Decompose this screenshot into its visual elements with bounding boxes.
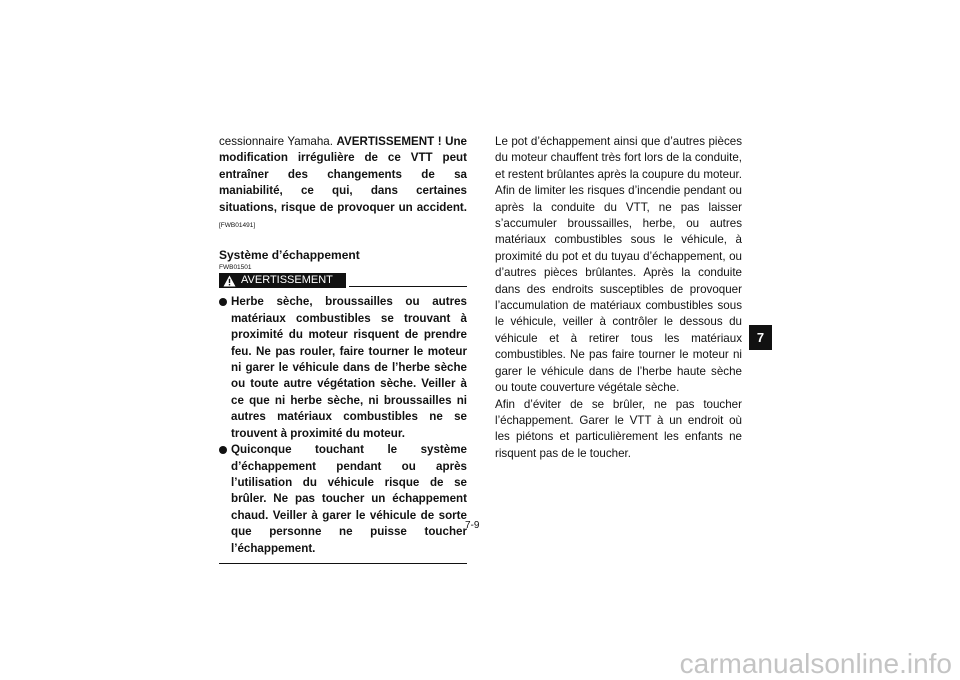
warning-list bbox=[219, 294, 467, 557]
bullet-dot-icon bbox=[219, 298, 227, 306]
left-column bbox=[219, 134, 467, 564]
intro-reference-code: [FWB01491] bbox=[219, 222, 256, 230]
body-paragraph: Afin d’éviter de se brûler, ne pas toucher l’échappement. Garer le VTT à un endroit où les piétons et particulièrement les enfants ne risquent pas de le toucher. bbox=[495, 397, 742, 460]
bullet-dot-icon bbox=[219, 446, 227, 454]
warning-bottom-rule bbox=[219, 563, 467, 564]
section-title: Système d’échappement bbox=[219, 248, 360, 263]
warning-label: AVERTISSEMENT bbox=[241, 274, 333, 287]
body-paragraph: Le pot d’échappement ainsi que d’autres pièces du moteur chauffent très fort lors de la conduite, et restent brûlantes après la coupure du moteur. Afin de limiter les risques d’incendie pendant ou après la conduite du VTT, ne pas laisser s’accumuler broussailles, herbe, ou autres matériaux combustibles sous le véhicule, à proximité du pot et du tuyau d’échappement, ou d’autres pièces brûlantes. Après la conduite dans des endroits susceptibles de provoquer l’accumulation de matériaux combustibles sous le véhicule, veiller à contrôler le dessous du véhicule et à retirer tous les matériaux combustibles. Ne pas faire tourner le moteur ni garer le véhicule dans de l’herbe haute sèche ou toute couverture végétale sèche. bbox=[495, 135, 742, 395]
list-item bbox=[219, 442, 467, 557]
watermark: carmanualsonline.info bbox=[679, 648, 952, 679]
list-item bbox=[219, 294, 467, 442]
warning-header bbox=[219, 273, 467, 288]
warning-top-rule bbox=[349, 286, 467, 287]
chapter-tab: 7 bbox=[749, 325, 772, 350]
page-number: 7-9 bbox=[465, 520, 480, 531]
right-column bbox=[495, 134, 742, 462]
warning-reference-code: FWB01501 bbox=[219, 264, 252, 272]
intro-plain-text: cessionnaire Yamaha. bbox=[219, 135, 337, 148]
intro-warning-text: AVERTISSEMENT ! Une modification irrégulière de ce VTT peut entraîner des changements de sa maniabilité, ce qui, dans certaines situations, risque de provoquer un accident. bbox=[219, 135, 467, 214]
list-item-text: Quiconque touchant le système d’échappement pendant ou après l’utilisation du véhicule risque de se brûler. Ne pas toucher un échappement chaud. Veiller à garer le véhicule de sorte que personne ne puisse toucher l’échappement. bbox=[231, 443, 467, 555]
warning-badge bbox=[219, 273, 346, 288]
intro-paragraph bbox=[219, 134, 467, 234]
warning-triangle-icon bbox=[223, 275, 236, 287]
list-item-text: Herbe sèche, broussailles ou autres matériaux combustibles se trouvant à proximité du moteur risquent de prendre feu. Ne pas rouler, faire tourner le moteur ni garer le véhicule dans de l’herbe sèche ou toute autre végétation sèche. Veiller à ce que ni herbe sèche, ni broussailles ni autres matériaux combustibles ne se trouvent à proximité du moteur. bbox=[231, 295, 467, 440]
